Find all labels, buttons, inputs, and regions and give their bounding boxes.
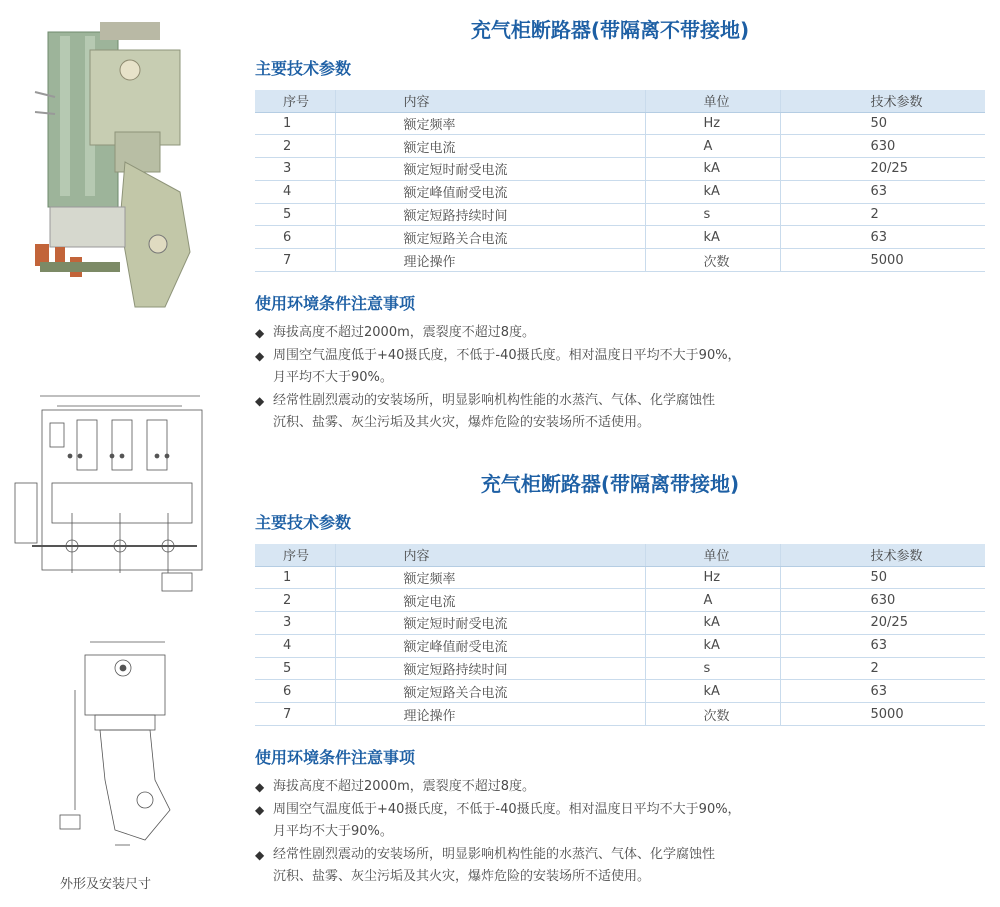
cell-index: 3 [255, 612, 335, 635]
cell-index: 6 [255, 680, 335, 703]
table-row [255, 634, 985, 657]
cell-value: 630 [780, 589, 985, 612]
diamond-bullet-icon: ◆ [255, 393, 265, 408]
diamond-bullet-icon: ◆ [255, 847, 265, 862]
note-line: 沉积、盐雾、灰尘污垢及其火灾，爆炸危险的安装场所不适使用。 [273, 415, 651, 431]
cell-content: 额定电流 [335, 589, 645, 612]
cell-index: 5 [255, 203, 335, 226]
diamond-bullet-icon: ◆ [255, 802, 265, 817]
cell-unit: Hz [645, 112, 780, 135]
note-line: 海拔高度不超过2000m，震裂度不超过8度。 [273, 325, 536, 341]
cell-content: 额定频率 [335, 112, 645, 135]
cell-index: 1 [255, 112, 335, 135]
cell-unit: A [645, 135, 780, 158]
cell-unit: kA [645, 612, 780, 635]
notes-list [255, 776, 985, 889]
cell-unit: kA [645, 158, 780, 181]
cell-value: 5000 [780, 703, 985, 726]
section-2 [255, 470, 985, 889]
table-row [255, 158, 985, 181]
cell-value: 50 [780, 566, 985, 589]
list-item [255, 390, 985, 435]
section-1 [255, 16, 985, 435]
cell-value: 630 [780, 135, 985, 158]
cell-content: 额定短路持续时间 [335, 657, 645, 680]
cell-value: 63 [780, 634, 985, 657]
figure-caption: 外形及安装尺寸 [60, 877, 152, 892]
list-item [255, 844, 985, 889]
note-line: 周围空气温度低于+40摄氏度，不低于-40摄氏度。相对温度日平均不大于90%， [273, 347, 741, 363]
cell-index: 6 [255, 226, 335, 249]
cell-unit: kA [645, 634, 780, 657]
header-content: 内容 [335, 544, 645, 566]
table-row [255, 657, 985, 680]
table-row [255, 203, 985, 226]
list-item [255, 322, 985, 345]
cell-content: 额定短路关合电流 [335, 680, 645, 703]
note-line: 沉积、盐雾、灰尘污垢及其火灾，爆炸危险的安装场所不适使用。 [273, 869, 651, 885]
table-row [255, 112, 985, 135]
table-row [255, 249, 985, 272]
table-row [255, 135, 985, 158]
cell-unit: s [645, 203, 780, 226]
table-row [255, 680, 985, 703]
note-line: 经常性剧烈震动的安装场所，明显影响机构性能的水蒸汽、气体、化学腐蚀性 [273, 846, 716, 862]
cell-index: 7 [255, 249, 335, 272]
note-line: 经常性剧烈震动的安装场所，明显影响机构性能的水蒸汽、气体、化学腐蚀性 [273, 392, 716, 408]
table-row [255, 589, 985, 612]
cell-value: 63 [780, 226, 985, 249]
cell-unit: kA [645, 680, 780, 703]
front-view-drawing [12, 388, 212, 596]
section-title: 充气柜断路器(带隔离不带接地) [470, 18, 750, 42]
cell-index: 4 [255, 634, 335, 657]
cell-unit: kA [645, 180, 780, 203]
cell-index: 2 [255, 589, 335, 612]
cell-content: 额定短路持续时间 [335, 203, 645, 226]
table-row [255, 566, 985, 589]
cell-unit: s [645, 657, 780, 680]
cell-unit: A [645, 589, 780, 612]
cell-index: 2 [255, 135, 335, 158]
header-unit: 单位 [645, 90, 780, 112]
cell-value: 20/25 [780, 158, 985, 181]
table-header-row [255, 544, 985, 566]
figure-column [0, 0, 225, 907]
cell-index: 7 [255, 703, 335, 726]
spec-table [255, 90, 985, 272]
side-view-drawing [55, 630, 190, 855]
cell-unit: kA [645, 226, 780, 249]
notes-list [255, 322, 985, 435]
note-line: 周围空气温度低于+40摄氏度，不低于-40摄氏度。相对温度日平均不大于90%， [273, 801, 741, 817]
section-title: 充气柜断路器(带隔离带接地) [480, 472, 740, 496]
header-value: 技术参数 [780, 544, 985, 566]
cell-content: 额定短路关合电流 [335, 226, 645, 249]
spec-table [255, 544, 985, 726]
list-item [255, 799, 985, 844]
params-title: 主要技术参数 [255, 59, 352, 78]
header-value: 技术参数 [780, 90, 985, 112]
cell-value: 2 [780, 657, 985, 680]
list-item [255, 345, 985, 390]
cell-content: 理论操作 [335, 703, 645, 726]
cell-index: 4 [255, 180, 335, 203]
breaker-photo [30, 22, 195, 312]
table-header-row [255, 90, 985, 112]
header-index: 序号 [255, 544, 335, 566]
cell-index: 3 [255, 158, 335, 181]
diamond-bullet-icon: ◆ [255, 780, 265, 795]
table-row [255, 180, 985, 203]
cell-index: 1 [255, 566, 335, 589]
cell-index: 5 [255, 657, 335, 680]
header-unit: 单位 [645, 544, 780, 566]
cell-value: 2 [780, 203, 985, 226]
cell-content: 额定频率 [335, 566, 645, 589]
cell-content: 额定峰值耐受电流 [335, 180, 645, 203]
note-line: 海拔高度不超过2000m，震裂度不超过8度。 [273, 779, 536, 795]
note-line: 月平均不大于90%。 [273, 824, 393, 840]
cell-content: 额定短时耐受电流 [335, 158, 645, 181]
params-title: 主要技术参数 [255, 513, 352, 532]
cell-content: 额定短时耐受电流 [335, 612, 645, 635]
diamond-bullet-icon: ◆ [255, 326, 265, 341]
cell-value: 63 [780, 680, 985, 703]
cell-unit: 次数 [645, 249, 780, 272]
cell-content: 理论操作 [335, 249, 645, 272]
table-row [255, 703, 985, 726]
cell-value: 20/25 [780, 612, 985, 635]
table-row [255, 226, 985, 249]
diamond-bullet-icon: ◆ [255, 348, 265, 363]
cell-content: 额定电流 [335, 135, 645, 158]
list-item [255, 776, 985, 799]
notes-title: 使用环境条件注意事项 [255, 294, 416, 314]
note-line: 月平均不大于90%。 [273, 370, 393, 386]
cell-unit: 次数 [645, 703, 780, 726]
table-row [255, 612, 985, 635]
cell-value: 50 [780, 112, 985, 135]
cell-value: 63 [780, 180, 985, 203]
header-index: 序号 [255, 90, 335, 112]
header-content: 内容 [335, 90, 645, 112]
cell-value: 5000 [780, 249, 985, 272]
cell-content: 额定峰值耐受电流 [335, 634, 645, 657]
cell-unit: Hz [645, 566, 780, 589]
notes-title: 使用环境条件注意事项 [255, 748, 416, 768]
